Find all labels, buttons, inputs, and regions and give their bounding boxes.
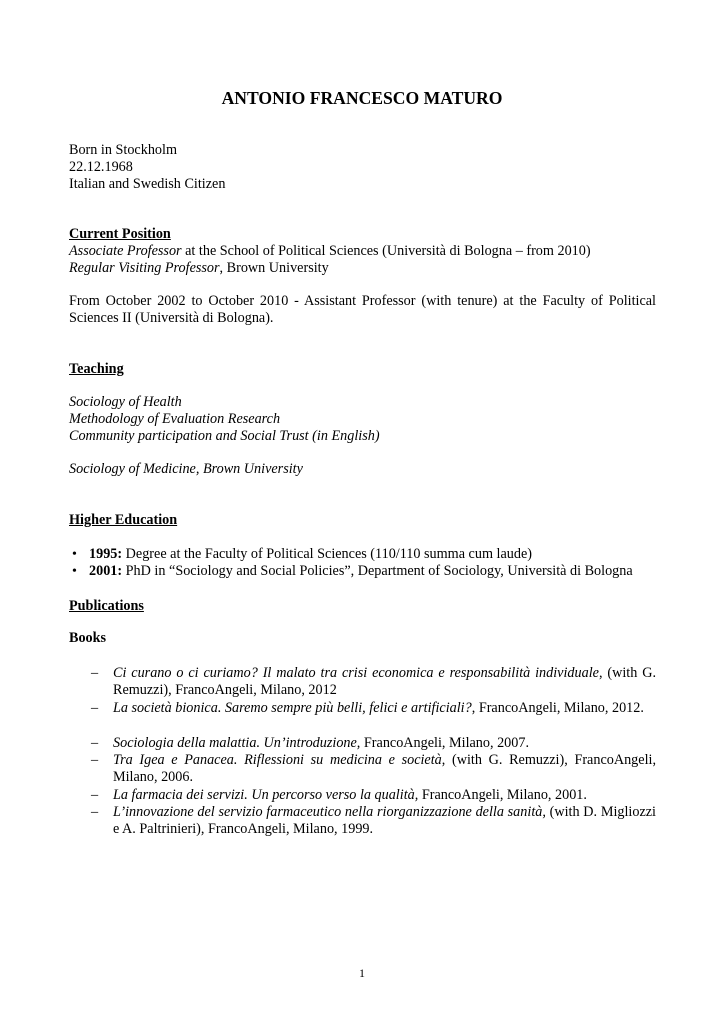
book-title: La società bionica. Saremo sempre più belli, felici e artificiali? xyxy=(113,700,472,716)
education-text: PhD in “Sociology and Social Policies”, Department of Sociology, Università di Bologna xyxy=(122,563,633,579)
page-number: 1 xyxy=(359,966,365,980)
book-title: L’innovazione del servizio farmaceutico nella riorganizzazione della sanità, xyxy=(113,804,546,820)
education-text: Degree at the Faculty of Political Sciences (110/110 summa cum laude) xyxy=(122,546,532,562)
dash-icon: – xyxy=(91,665,99,681)
dash-icon: – xyxy=(91,700,99,716)
education-heading: Higher Education xyxy=(69,512,178,528)
birthdate: 22.12.1968 xyxy=(69,159,133,175)
role-title: Associate Professor xyxy=(69,243,182,259)
bullet-icon: • xyxy=(72,547,77,562)
visiting-role-title: Regular Visiting Professor xyxy=(69,260,220,276)
book-details: , (with G. Remuzzi), FrancoAngeli, Milano, 2012 xyxy=(113,665,656,698)
document-title: ANTONIO FRANCESCO MATURO xyxy=(221,88,503,108)
bullet-icon: • xyxy=(72,564,77,579)
book-entry xyxy=(113,752,656,786)
dash-icon: – xyxy=(91,752,99,768)
book-details: (with D. Migliozzi e A. Paltrinieri), FrancoAngeli, Milano, 1999. xyxy=(113,804,656,837)
education-item xyxy=(89,563,633,580)
book-entry xyxy=(113,700,656,717)
current-position-line xyxy=(69,243,591,260)
visiting-position-line xyxy=(69,260,329,277)
book-entry xyxy=(113,804,656,838)
education-year: 2001: xyxy=(89,563,123,579)
education-year: 1995: xyxy=(89,546,123,562)
book-title: Tra Igea e Panacea. Riflessioni su medicina e società xyxy=(113,752,442,768)
book-details: FrancoAngeli, Milano, 2001. xyxy=(418,787,587,803)
book-details: FrancoAngeli, Milano, 2007. xyxy=(360,735,530,751)
course-item: Sociology of Health xyxy=(69,394,182,410)
previous-position: From October 2002 to October 2010 - Assistant Professor (with tenure) at the Faculty of Political Sciences II (Università di Bologna). xyxy=(69,293,656,326)
dash-icon: – xyxy=(91,804,99,820)
course-item: Community participation and Social Trust (in English) xyxy=(69,428,380,444)
book-entry xyxy=(113,735,656,752)
book-details: , (with G. Remuzzi), FrancoAngeli, Milano, 2006. xyxy=(113,752,656,785)
citizenship: Italian and Swedish Citizen xyxy=(69,176,226,192)
publications-heading: Publications xyxy=(69,598,144,614)
birthplace: Born in Stockholm xyxy=(69,142,177,158)
education-item xyxy=(89,546,532,563)
book-title: Ci curano o ci curiamo? Il malato tra crisi economica e responsabilità individuale xyxy=(113,665,599,681)
book-title: La farmacia dei servizi. Un percorso verso la qualità, xyxy=(113,787,419,803)
book-entry xyxy=(113,665,656,699)
book-details: , FrancoAngeli, Milano, 2012. xyxy=(471,700,644,716)
book-entry xyxy=(113,787,656,804)
book-title: Sociologia della malattia. Un’introduzione, xyxy=(113,735,361,751)
dash-icon: – xyxy=(91,787,99,803)
books-heading: Books xyxy=(69,630,107,646)
teaching-heading: Teaching xyxy=(69,361,124,377)
dash-icon: – xyxy=(91,735,99,751)
role-details: at the School of Political Sciences (Università di Bologna – from 2010) xyxy=(181,243,591,259)
current-position-heading: Current Position xyxy=(69,226,171,242)
course-item: Methodology of Evaluation Research xyxy=(69,411,281,427)
course-item-brown: Sociology of Medicine, Brown University xyxy=(69,461,303,477)
visiting-role-details: , Brown University xyxy=(219,260,329,276)
